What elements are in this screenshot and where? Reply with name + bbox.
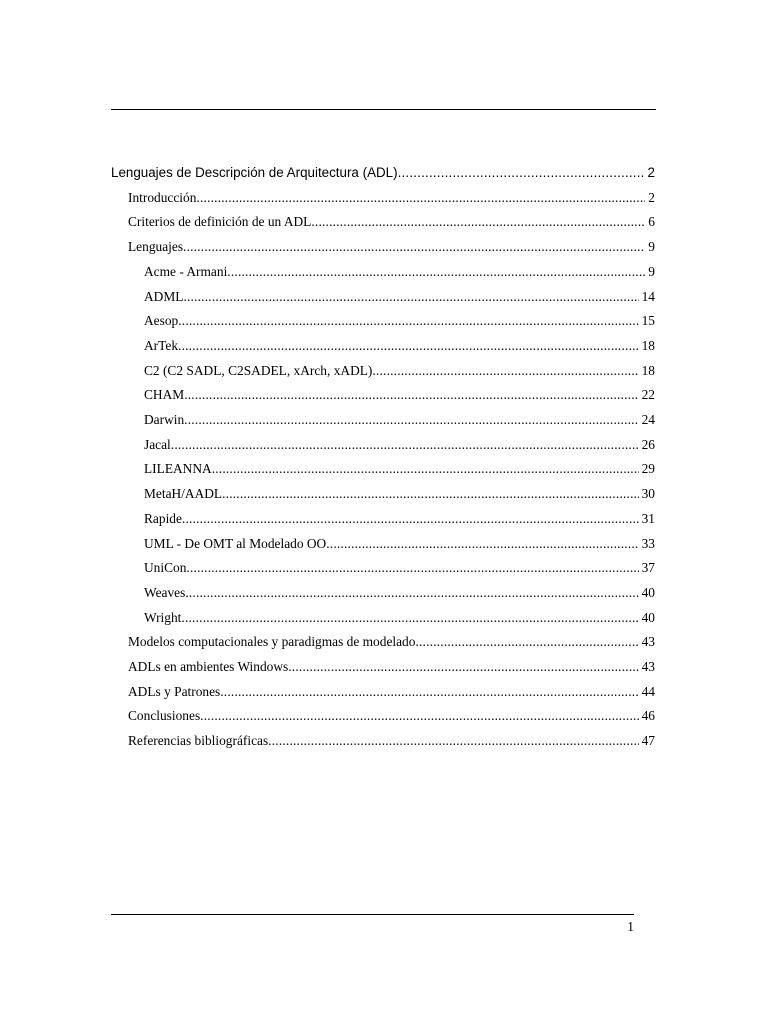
dot-leader bbox=[184, 386, 638, 404]
toc-entry-page: 6 bbox=[648, 214, 655, 230]
toc-entry[interactable] bbox=[144, 263, 655, 281]
dot-leader bbox=[326, 535, 638, 553]
toc-entry-title: Rapide bbox=[144, 510, 182, 526]
toc-entry[interactable] bbox=[144, 510, 655, 528]
dot-leader bbox=[227, 263, 645, 281]
toc-entry-page: 9 bbox=[648, 263, 655, 279]
dot-leader bbox=[222, 485, 639, 503]
toc-entry[interactable] bbox=[144, 312, 655, 330]
toc-entry[interactable] bbox=[128, 238, 655, 256]
dot-leader bbox=[182, 510, 639, 528]
dot-leader bbox=[181, 609, 638, 627]
dot-leader bbox=[185, 584, 638, 602]
toc-entry-page: 31 bbox=[641, 510, 655, 526]
dot-leader bbox=[220, 683, 638, 701]
toc-entry-page: 43 bbox=[641, 659, 655, 674]
toc-entry-title: ADML bbox=[144, 288, 184, 304]
toc-entry-page: 22 bbox=[641, 387, 655, 403]
dot-leader bbox=[200, 707, 638, 725]
toc-entry[interactable] bbox=[144, 337, 655, 355]
toc-entry-title: ArTek bbox=[144, 337, 179, 353]
toc-entry-page: 43 bbox=[641, 634, 655, 650]
toc-entry[interactable] bbox=[128, 732, 655, 750]
dot-leader bbox=[178, 337, 639, 355]
toc-entry[interactable] bbox=[111, 164, 655, 182]
toc-entry-title: UML - De OMT al Modelado OO bbox=[144, 535, 327, 551]
toc-entry-title: C2 (C2 SADL, C2SADEL, xArch, xADL) bbox=[144, 362, 373, 378]
toc-entry-title: MetaH/AADL bbox=[144, 486, 223, 502]
dot-leader bbox=[184, 411, 638, 429]
toc-entry-title: Referencias bibliográficas bbox=[128, 733, 269, 749]
dot-leader bbox=[196, 189, 645, 207]
toc-entry[interactable] bbox=[128, 213, 655, 231]
toc-entry-page: 40 bbox=[641, 584, 655, 600]
dot-leader bbox=[288, 658, 638, 676]
toc-entry[interactable] bbox=[128, 633, 655, 651]
toc-entry-page: 14 bbox=[641, 288, 655, 304]
toc-entry[interactable] bbox=[144, 559, 655, 577]
toc-entry-title: Aesop bbox=[144, 313, 179, 329]
toc-entry-page: 33 bbox=[641, 535, 655, 551]
toc-entry-title: Jacal bbox=[144, 436, 171, 452]
toc-entry[interactable] bbox=[128, 683, 655, 701]
toc-entry[interactable] bbox=[144, 288, 655, 306]
toc-entry[interactable] bbox=[144, 362, 655, 380]
toc-entry[interactable] bbox=[144, 609, 655, 627]
toc-entry[interactable] bbox=[128, 707, 655, 725]
toc-entry-page: 29 bbox=[641, 461, 655, 477]
dot-leader bbox=[311, 213, 645, 231]
toc-entry-title: Wright bbox=[144, 609, 182, 625]
toc-entry[interactable] bbox=[144, 460, 655, 478]
dot-leader bbox=[212, 460, 639, 478]
toc-entry-page: 2 bbox=[648, 189, 655, 205]
toc-entry-page: 18 bbox=[641, 362, 655, 378]
dot-leader bbox=[415, 633, 638, 651]
toc-entry-title: Conclusiones bbox=[128, 708, 201, 724]
toc-entry-title: Weaves bbox=[144, 584, 186, 600]
dot-leader bbox=[171, 436, 639, 454]
dot-leader bbox=[372, 362, 638, 380]
toc-entry[interactable] bbox=[144, 411, 655, 429]
toc-entry-page: 26 bbox=[641, 436, 655, 452]
toc-entry-title: LILEANNA bbox=[144, 461, 212, 477]
toc-entry-page: 15 bbox=[641, 313, 655, 329]
toc-entry[interactable] bbox=[128, 189, 655, 207]
dot-leader bbox=[178, 312, 638, 330]
toc-entry-page: 2 bbox=[647, 165, 655, 180]
toc-entry-title: Introducción bbox=[128, 189, 197, 205]
toc-entry-page: 46 bbox=[641, 708, 655, 724]
dot-leader bbox=[183, 238, 645, 256]
toc-entry-title: Darwin bbox=[144, 412, 185, 427]
toc-entry-title: ADLs y Patrones bbox=[128, 683, 221, 699]
dot-leader bbox=[268, 732, 638, 750]
page-number: 1 bbox=[627, 919, 634, 934]
toc-entry-page: 24 bbox=[641, 412, 655, 427]
toc-entry-page: 30 bbox=[641, 486, 655, 502]
toc-entry-title: Lenguajes bbox=[128, 239, 184, 255]
dot-leader bbox=[183, 288, 638, 306]
toc-entry[interactable] bbox=[128, 658, 655, 676]
toc-entry-title: Criterios de definición de un ADL bbox=[128, 214, 312, 230]
footer-rule bbox=[111, 914, 634, 915]
toc-entry-page: 18 bbox=[641, 337, 655, 353]
dot-leader bbox=[186, 559, 638, 577]
toc-entry-page: 9 bbox=[648, 239, 655, 255]
toc-entry[interactable] bbox=[144, 485, 655, 503]
toc-entry-title: Lenguajes de Descripción de Arquitectura (ADL) bbox=[111, 165, 398, 180]
header-rule bbox=[111, 109, 656, 110]
toc-entry[interactable] bbox=[144, 386, 655, 404]
toc-entry-page: 40 bbox=[641, 609, 655, 625]
toc-entry-page: 44 bbox=[641, 683, 655, 699]
dot-leader bbox=[398, 164, 645, 182]
toc-entry[interactable] bbox=[144, 535, 655, 553]
toc-entry[interactable] bbox=[144, 436, 655, 454]
toc-entry-page: 37 bbox=[641, 560, 655, 576]
toc-entry[interactable] bbox=[144, 584, 655, 602]
toc-entry-title: Modelos computacionales y paradigmas de modelado bbox=[128, 634, 416, 650]
toc-entry-page: 47 bbox=[641, 733, 655, 749]
toc-entry-title: UniCon bbox=[144, 560, 187, 576]
toc-entry-title: CHAM bbox=[144, 387, 185, 403]
toc-entry-title: ADLs en ambientes Windows bbox=[128, 659, 289, 674]
toc-entry-title: Acme - Armani bbox=[144, 263, 228, 279]
